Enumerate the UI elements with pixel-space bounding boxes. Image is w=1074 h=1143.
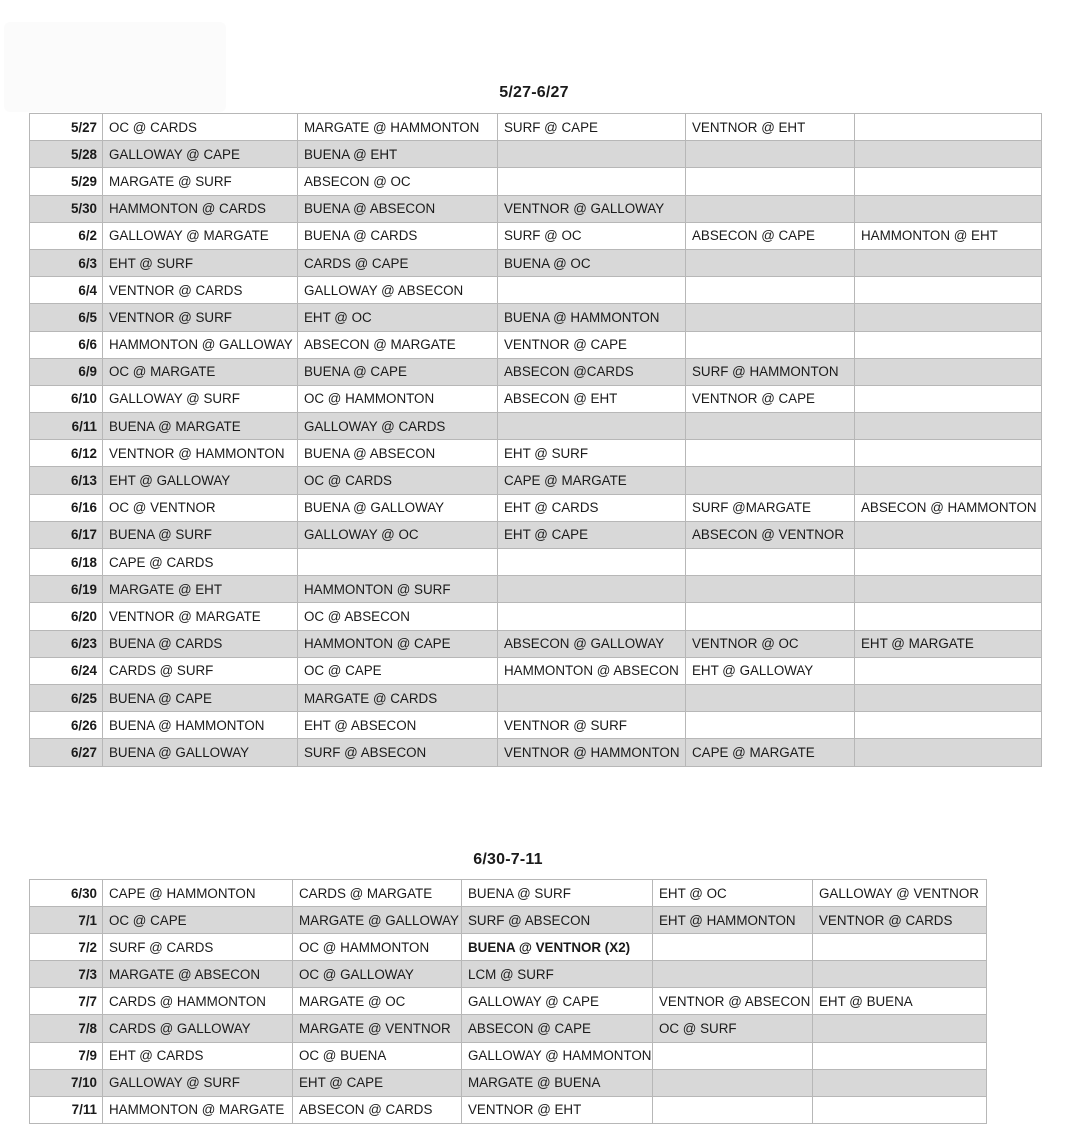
game-cell: BUENA @ SURF [462, 880, 653, 907]
game-cell: VENTNOR @ CAPE [686, 385, 855, 412]
game-cell: MARGATE @ GALLOWAY [293, 907, 462, 934]
schedule-table-may-june [29, 113, 1042, 767]
game-cell: GALLOWAY @ MARGATE [103, 222, 298, 249]
row-date: 6/30 [30, 880, 103, 907]
game-cell: MARGATE @ CARDS [298, 684, 498, 711]
schedule-row [30, 684, 1042, 711]
game-cell: BUENA @ CARDS [103, 630, 298, 657]
game-cell: SURF @ CAPE [498, 114, 686, 141]
game-cell [855, 331, 1042, 358]
game-cell: SURF @MARGATE [686, 494, 855, 521]
game-cell: EHT @ GALLOWAY [686, 657, 855, 684]
game-cell: EHT @ GALLOWAY [103, 467, 298, 494]
game-cell: EHT @ CARDS [103, 1042, 293, 1069]
schedule-row [30, 467, 1042, 494]
game-cell: EHT @ SURF [498, 440, 686, 467]
game-cell: ABSECON @ CAPE [462, 1015, 653, 1042]
game-cell [686, 195, 855, 222]
game-cell [855, 549, 1042, 576]
game-cell [653, 1042, 813, 1069]
game-cell: GALLOWAY @ OC [298, 521, 498, 548]
game-cell: BUENA @ CAPE [103, 684, 298, 711]
game-cell: BUENA @ CAPE [298, 358, 498, 385]
game-cell: CAPE @ MARGATE [686, 739, 855, 766]
game-cell: BUENA @ HAMMONTON [498, 304, 686, 331]
game-cell: ABSECON @ HAMMONTON [855, 494, 1042, 521]
game-cell: BUENA @ GALLOWAY [103, 739, 298, 766]
game-cell: GALLOWAY @ CARDS [298, 413, 498, 440]
game-cell: VENTNOR @ HAMMONTON [103, 440, 298, 467]
game-cell: CARDS @ SURF [103, 657, 298, 684]
game-cell [298, 549, 498, 576]
game-cell: VENTNOR @ MARGATE [103, 603, 298, 630]
game-cell: EHT @ HAMMONTON [653, 907, 813, 934]
row-date: 6/10 [30, 385, 103, 412]
game-cell [686, 168, 855, 195]
game-cell [686, 549, 855, 576]
game-cell: CAPE @ MARGATE [498, 467, 686, 494]
game-cell: VENTNOR @ EHT [686, 114, 855, 141]
game-cell [855, 684, 1042, 711]
schedule-row [30, 739, 1042, 766]
row-date: 6/19 [30, 576, 103, 603]
game-cell: GALLOWAY @ SURF [103, 1069, 293, 1096]
schedule-row [30, 1069, 987, 1096]
row-date: 6/16 [30, 494, 103, 521]
game-cell: BUENA @ ABSECON [298, 195, 498, 222]
game-cell [855, 277, 1042, 304]
game-cell: VENTNOR @ CARDS [103, 277, 298, 304]
game-cell [686, 413, 855, 440]
game-cell: OC @ CAPE [298, 657, 498, 684]
game-cell: VENTNOR @ ABSECON [653, 988, 813, 1015]
row-date: 6/9 [30, 358, 103, 385]
game-cell [855, 358, 1042, 385]
game-cell [813, 1015, 987, 1042]
game-cell: GALLOWAY @ HAMMONTON [462, 1042, 653, 1069]
game-cell: HAMMONTON @ SURF [298, 576, 498, 603]
game-cell [855, 195, 1042, 222]
game-cell: BUENA @ HAMMONTON [103, 712, 298, 739]
game-cell: BUENA @ OC [498, 249, 686, 276]
game-cell: ABSECON @ CAPE [686, 222, 855, 249]
game-cell: BUENA @ CARDS [298, 222, 498, 249]
game-cell: HAMMONTON @ CAPE [298, 630, 498, 657]
game-cell: OC @ CARDS [103, 114, 298, 141]
game-cell: GALLOWAY @ SURF [103, 385, 298, 412]
game-cell: GALLOWAY @ VENTNOR [813, 880, 987, 907]
row-date: 6/2 [30, 222, 103, 249]
game-cell [855, 168, 1042, 195]
game-cell [498, 576, 686, 603]
game-cell: CARDS @ HAMMONTON [103, 988, 293, 1015]
game-cell: ABSECON @ OC [298, 168, 498, 195]
game-cell: HAMMONTON @ EHT [855, 222, 1042, 249]
game-cell [686, 576, 855, 603]
schedule-row [30, 114, 1042, 141]
row-date: 7/9 [30, 1042, 103, 1069]
schedule-row [30, 657, 1042, 684]
game-cell [686, 467, 855, 494]
game-cell: OC @ VENTNOR [103, 494, 298, 521]
row-date: 7/11 [30, 1096, 103, 1123]
schedule-row [30, 576, 1042, 603]
game-cell [813, 1096, 987, 1123]
game-cell [686, 304, 855, 331]
game-cell: BUENA @ GALLOWAY [298, 494, 498, 521]
row-date: 7/7 [30, 988, 103, 1015]
game-cell [855, 141, 1042, 168]
game-cell [855, 603, 1042, 630]
game-cell: HAMMONTON @ GALLOWAY [103, 331, 298, 358]
game-cell: EHT @ ABSECON [298, 712, 498, 739]
game-cell [686, 712, 855, 739]
game-cell: OC @ ABSECON [298, 603, 498, 630]
game-cell [498, 413, 686, 440]
game-cell: CARDS @ CAPE [298, 249, 498, 276]
schedule-row [30, 907, 987, 934]
game-cell: EHT @ BUENA [813, 988, 987, 1015]
game-cell [813, 934, 987, 961]
game-cell: EHT @ CAPE [293, 1069, 462, 1096]
game-cell [855, 114, 1042, 141]
game-cell: VENTNOR @ OC [686, 630, 855, 657]
game-cell [855, 440, 1042, 467]
game-cell: MARGATE @ BUENA [462, 1069, 653, 1096]
row-date: 7/3 [30, 961, 103, 988]
schedule-row [30, 961, 987, 988]
game-cell: EHT @ MARGATE [855, 630, 1042, 657]
game-cell [855, 521, 1042, 548]
game-cell: VENTNOR @ CAPE [498, 331, 686, 358]
game-cell: EHT @ CARDS [498, 494, 686, 521]
schedule-table-june-july [29, 879, 987, 1124]
game-cell: GALLOWAY @ CAPE [462, 988, 653, 1015]
game-cell [813, 1042, 987, 1069]
game-cell: OC @ MARGATE [103, 358, 298, 385]
game-cell: OC @ BUENA [293, 1042, 462, 1069]
row-date: 5/30 [30, 195, 103, 222]
game-cell: EHT @ OC [298, 304, 498, 331]
game-cell [498, 141, 686, 168]
schedule-row [30, 494, 1042, 521]
schedule-row [30, 195, 1042, 222]
game-cell [653, 1096, 813, 1123]
game-cell [498, 549, 686, 576]
game-cell [686, 684, 855, 711]
schedule-row [30, 880, 987, 907]
game-cell: MARGATE @ SURF [103, 168, 298, 195]
game-cell [855, 657, 1042, 684]
game-cell: MARGATE @ VENTNOR [293, 1015, 462, 1042]
row-date: 6/3 [30, 249, 103, 276]
game-cell [855, 739, 1042, 766]
game-cell [686, 331, 855, 358]
schedule-row [30, 222, 1042, 249]
row-date: 6/17 [30, 521, 103, 548]
row-date: 6/4 [30, 277, 103, 304]
game-cell: OC @ SURF [653, 1015, 813, 1042]
game-cell: SURF @ CARDS [103, 934, 293, 961]
row-date: 6/11 [30, 413, 103, 440]
game-cell: MARGATE @ OC [293, 988, 462, 1015]
game-cell: OC @ CARDS [298, 467, 498, 494]
game-cell: CAPE @ CARDS [103, 549, 298, 576]
game-cell: GALLOWAY @ CAPE [103, 141, 298, 168]
schedule-row [30, 249, 1042, 276]
row-date: 6/26 [30, 712, 103, 739]
game-cell [813, 1069, 987, 1096]
row-date: 5/28 [30, 141, 103, 168]
game-cell: HAMMONTON @ ABSECON [498, 657, 686, 684]
game-cell: LCM @ SURF [462, 961, 653, 988]
row-date: 7/2 [30, 934, 103, 961]
game-cell [855, 413, 1042, 440]
game-cell [813, 961, 987, 988]
game-cell: VENTNOR @ EHT [462, 1096, 653, 1123]
game-cell: BUENA @ EHT [298, 141, 498, 168]
game-cell [855, 467, 1042, 494]
game-cell [855, 712, 1042, 739]
schedule-row [30, 331, 1042, 358]
game-cell: MARGATE @ HAMMONTON [298, 114, 498, 141]
section-title-june-july: 6/30-7-11 [473, 851, 543, 868]
game-cell: MARGATE @ ABSECON [103, 961, 293, 988]
game-cell: MARGATE @ EHT [103, 576, 298, 603]
game-cell: OC @ HAMMONTON [293, 934, 462, 961]
game-cell: ABSECON @ EHT [498, 385, 686, 412]
row-date: 6/6 [30, 331, 103, 358]
game-cell: SURF @ OC [498, 222, 686, 249]
game-cell: ABSECON @ GALLOWAY [498, 630, 686, 657]
game-cell: ABSECON @ VENTNOR [686, 521, 855, 548]
game-cell: OC @ CAPE [103, 907, 293, 934]
row-date: 6/23 [30, 630, 103, 657]
game-cell: SURF @ HAMMONTON [686, 358, 855, 385]
game-cell [686, 249, 855, 276]
schedule-row [30, 549, 1042, 576]
row-date: 7/1 [30, 907, 103, 934]
game-cell: GALLOWAY @ ABSECON [298, 277, 498, 304]
schedule-row [30, 1015, 987, 1042]
game-cell [653, 961, 813, 988]
game-cell [855, 304, 1042, 331]
schedule-row [30, 712, 1042, 739]
game-cell: HAMMONTON @ CARDS [103, 195, 298, 222]
game-cell [686, 277, 855, 304]
row-date: 7/10 [30, 1069, 103, 1096]
schedule-row [30, 277, 1042, 304]
game-cell: BUENA @ ABSECON [298, 440, 498, 467]
game-cell: ABSECON @ MARGATE [298, 331, 498, 358]
game-cell [498, 168, 686, 195]
row-date: 7/8 [30, 1015, 103, 1042]
row-date: 6/20 [30, 603, 103, 630]
schedule-row [30, 168, 1042, 195]
game-cell: EHT @ OC [653, 880, 813, 907]
game-cell: VENTNOR @ HAMMONTON [498, 739, 686, 766]
game-cell: EHT @ SURF [103, 249, 298, 276]
schedule-row [30, 934, 987, 961]
game-cell: EHT @ CAPE [498, 521, 686, 548]
game-cell: VENTNOR @ CARDS [813, 907, 987, 934]
game-cell: CAPE @ HAMMONTON [103, 880, 293, 907]
game-cell: VENTNOR @ SURF [103, 304, 298, 331]
schedule-row [30, 358, 1042, 385]
game-cell [686, 440, 855, 467]
row-date: 6/25 [30, 684, 103, 711]
game-cell: CARDS @ GALLOWAY [103, 1015, 293, 1042]
game-cell: BUENA @ MARGATE [103, 413, 298, 440]
game-cell: OC @ HAMMONTON [298, 385, 498, 412]
game-cell [498, 277, 686, 304]
schedule-row [30, 521, 1042, 548]
game-cell: BUENA @ SURF [103, 521, 298, 548]
game-cell [653, 1069, 813, 1096]
game-cell [686, 603, 855, 630]
game-cell [855, 249, 1042, 276]
schedule-row [30, 413, 1042, 440]
row-date: 6/5 [30, 304, 103, 331]
game-cell: SURF @ ABSECON [462, 907, 653, 934]
schedule-row [30, 603, 1042, 630]
game-cell: OC @ GALLOWAY [293, 961, 462, 988]
schedule-row [30, 304, 1042, 331]
schedule-row [30, 385, 1042, 412]
schedule-row [30, 1096, 987, 1123]
game-cell [855, 385, 1042, 412]
section-title-may-june: 5/27-6/27 [499, 84, 569, 101]
game-cell [686, 141, 855, 168]
schedule-row [30, 141, 1042, 168]
schedule-row [30, 988, 987, 1015]
row-date: 6/12 [30, 440, 103, 467]
game-cell [855, 576, 1042, 603]
row-date: 6/24 [30, 657, 103, 684]
game-cell [498, 684, 686, 711]
game-cell: BUENA @ VENTNOR (X2) [462, 934, 653, 961]
row-date: 6/27 [30, 739, 103, 766]
game-cell: VENTNOR @ GALLOWAY [498, 195, 686, 222]
game-cell: ABSECON @ CARDS [293, 1096, 462, 1123]
game-cell: SURF @ ABSECON [298, 739, 498, 766]
row-date: 5/29 [30, 168, 103, 195]
game-cell [653, 934, 813, 961]
row-date: 6/18 [30, 549, 103, 576]
row-date: 6/13 [30, 467, 103, 494]
row-date: 5/27 [30, 114, 103, 141]
game-cell: CARDS @ MARGATE [293, 880, 462, 907]
schedule-row [30, 630, 1042, 657]
game-cell: ABSECON @CARDS [498, 358, 686, 385]
game-cell: VENTNOR @ SURF [498, 712, 686, 739]
schedule-row [30, 1042, 987, 1069]
game-cell [498, 603, 686, 630]
schedule-row [30, 440, 1042, 467]
game-cell: HAMMONTON @ MARGATE [103, 1096, 293, 1123]
